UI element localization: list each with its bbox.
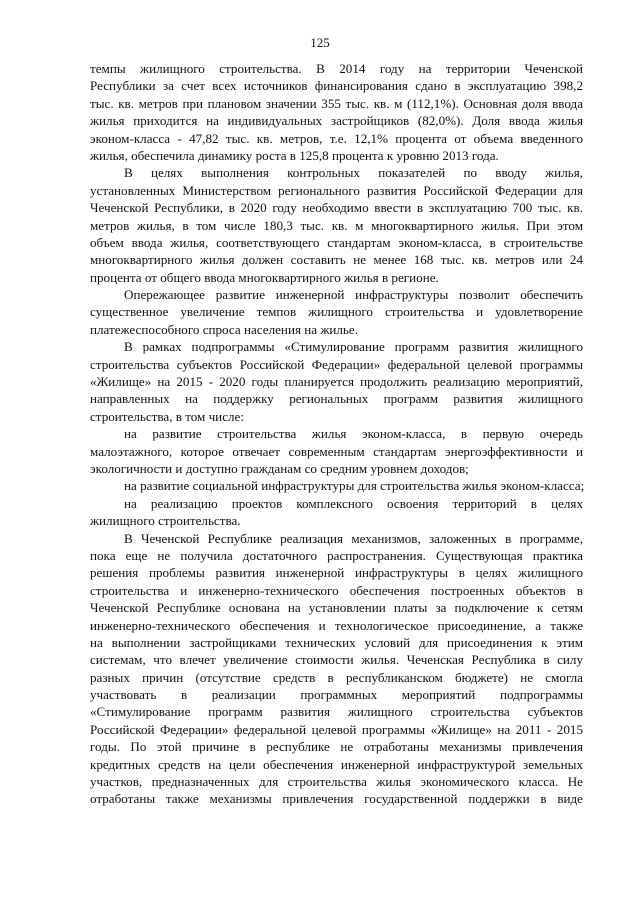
text-line: строительства и инженерно-технического обеспечения построенных объектов в — [90, 582, 583, 598]
text-line: системам, что влечет увеличение стоимости жилья. Чеченская Республика в силу — [90, 652, 583, 668]
text-line: жилья, обеспечила динамику роста в 125,8 процента к уровню 2013 года. — [90, 147, 499, 163]
text-line: метров жилья, в том числе 180,3 тыс. кв. м многоквартирного жилья. При этом — [90, 217, 583, 233]
text-line: Российской Федерации» федеральной целевой программы «Жилище» на 2011 - 2015 — [90, 721, 583, 737]
text-line: существенное увеличение темпов жилищного строительства и удовлетворение — [90, 304, 583, 320]
text-line: направленных на поддержку региональных программ развития жилищного — [90, 391, 583, 407]
text-line: жилищного строительства. — [90, 513, 241, 529]
text-line: участвовать в реализации программных мероприятий подпрограммы — [90, 687, 583, 703]
text-line: годы. По этой причине в республике не отработаны механизмы привлечения — [90, 739, 583, 755]
page-number: 125 — [310, 35, 330, 50]
text-line: экологичности и доступно гражданам со средним уровнем доходов; — [90, 460, 469, 476]
text-line: Чеченской Республики, в 2020 году необходимо ввести в эксплуатацию 700 тыс. кв. — [90, 200, 583, 216]
text-line: разных причин (отсутствие средств в республиканском бюджете) не смогла — [90, 669, 583, 685]
text-line: В целях выполнения контрольных показателей по вводу жилья, — [124, 165, 583, 181]
text-line: участков, предназначенных для строительства жилья экономического класса. Не — [90, 774, 583, 790]
text-line: процента от общего ввода многоквартирного жилья в регионе. — [90, 269, 439, 285]
text-line: «Жилище» на 2015 - 2020 годы планируется продолжить реализацию мероприятий, — [90, 374, 583, 390]
text-line: на реализацию проектов комплексного освоения территорий в целях — [124, 495, 583, 511]
text-line: на выполнении застройщиками технических условий для присоединения к этим — [90, 634, 583, 650]
text-line: объем ввода жилья, соответствующего стандартам эконом-класса, в строительстве — [90, 234, 583, 250]
text-line: тыс. кв. метров при плановом значении 355 тыс. кв. м (112,1%). Основная доля ввода — [90, 95, 583, 111]
text-line: платежеспособного спроса населения на жилье. — [90, 321, 358, 337]
text-line: В рамках подпрограммы «Стимулирование программ развития жилищного — [124, 339, 583, 355]
text-line: отработаны также механизмы привлечения государственной поддержки в виде — [90, 791, 583, 807]
text-line: кредитных средств на цели обеспечения инженерной инфраструктурой земельных — [90, 756, 583, 772]
text-line: Опережающее развитие инженерной инфраструктуры позволит обеспечить — [124, 287, 583, 303]
text-line: жилья приходится на индивидуальных застройщиков (82,0%). Доля ввода жилья — [90, 113, 583, 129]
text-line: Чеченской Республике основана на установлении платы за подключение к сетям — [90, 600, 583, 616]
text-line: «Стимулирование программ развития жилищного строительства субъектов — [90, 704, 583, 720]
text-line: темпы жилищного строительства. В 2014 году на территории Чеченской — [90, 61, 583, 76]
text-line: В Чеченской Республике реализация механизмов, заложенных в программе, — [124, 530, 583, 546]
text-line: многоквартирного жилья должен составить не менее 168 тыс. кв. метров или 24 — [90, 252, 583, 268]
text-line: решения проблемы развития инженерной инфраструктуры в целях жилищного — [90, 565, 583, 581]
text-line: на развитие строительства жилья эконом-класса, в первую очередь — [124, 426, 583, 442]
body-text — [90, 60, 583, 808]
text-line: инженерно-технического обеспечения и технологическое присоединение, а также — [90, 617, 583, 633]
text-line: строительства, в том числе: — [90, 408, 244, 424]
text-line: пока еще не получила достаточного распространения. Существующая практика — [90, 547, 583, 563]
text-line: малоэтажного, которое отвечает современным стандартам энергоэффективности и — [90, 443, 583, 459]
text-line: Республики за счет всех источников финансирования сдано в эксплуатацию 398,2 — [90, 78, 583, 94]
text-line: эконом-класса - 47,82 тыс. кв. метров, т.е. 12,1% процента от объема введенного — [90, 130, 583, 146]
text-line: на развитие социальной инфраструктуры для строительства жилья эконом-класса; — [124, 478, 585, 494]
text-line: строительства субъектов Российской Федерации» федеральной целевой программы — [90, 356, 583, 372]
text-line: установленных Министерством регионального развития Российской Федерации для — [90, 182, 583, 198]
